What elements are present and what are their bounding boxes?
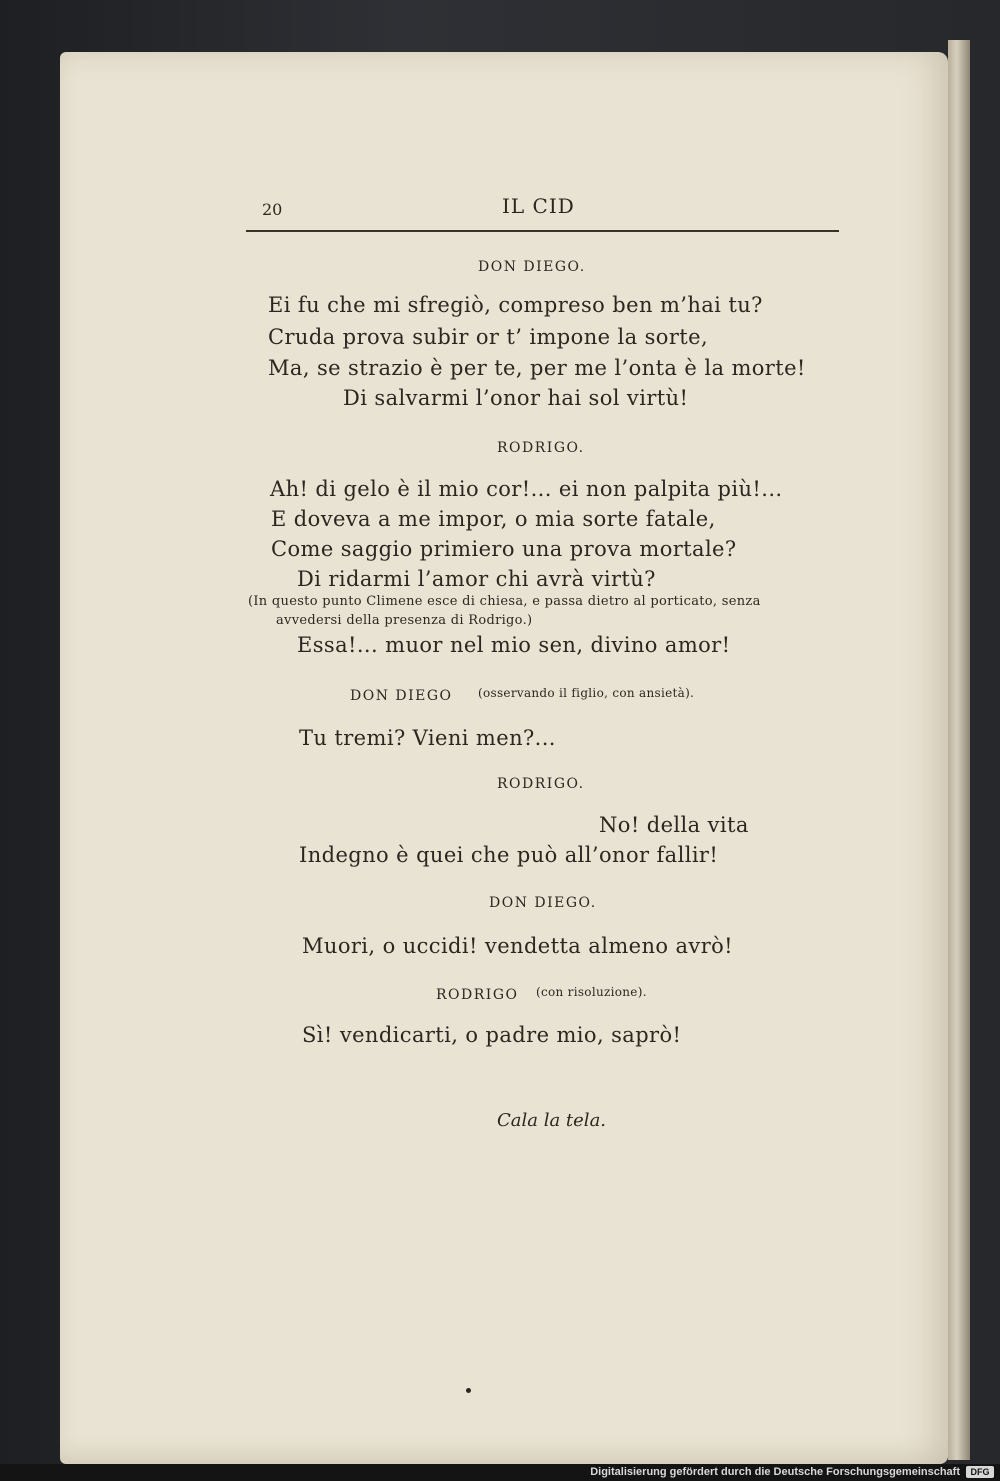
footer-credit: Digitalisierung gefördert durch die Deutsche Forschungsgemeinschaft (590, 1466, 960, 1478)
header-rule (246, 230, 839, 232)
verse-line: Di salvarmi l’onor hai sol virtù! (343, 386, 689, 410)
stage-direction: (In questo punto Climene esce di chiesa, e passa dietro al porticato, senza (248, 594, 761, 609)
verse-line: Ei fu che mi sfregiò, compreso ben m’hai tu? (268, 293, 763, 317)
verse-line: Tu tremi? Vieni men?... (299, 726, 556, 750)
stage-direction: (con risoluzione). (536, 985, 647, 999)
verse-line: Sì! vendicarti, o padre mio, saprò! (302, 1023, 682, 1047)
printer-mark (466, 1388, 471, 1393)
verse-line: Ah! di gelo è il mio cor!... ei non palpita più!... (270, 477, 783, 501)
verse-line: Muori, o uccidi! vendetta almeno avrò! (302, 934, 734, 958)
closing-direction: Cala la tela. (497, 1110, 607, 1131)
verse-line: Come saggio primiero una prova mortale? (271, 537, 737, 561)
speaker-don-diego: DON DIEGO. (489, 895, 597, 911)
running-head-title: IL CID (502, 194, 575, 218)
page-edge (948, 40, 970, 1460)
speaker-don-diego: DON DIEGO. (478, 259, 586, 275)
verse-line: Cruda prova subir or t’ impone la sorte, (268, 325, 709, 349)
stage-direction: avvedersi della presenza di Rodrigo.) (276, 613, 533, 628)
verse-line: Ma, se strazio è per te, per me l’onta è la morte! (268, 356, 806, 380)
verse-line: Indegno è quei che può all’onor fallir! (299, 843, 719, 867)
verse-line: Di ridarmi l’amor chi avrà virtù? (297, 567, 656, 591)
page-number: 20 (262, 200, 283, 219)
dfg-logo: DFG (966, 1466, 994, 1478)
speaker-rodrigo: RODRIGO. (497, 440, 585, 456)
speaker-rodrigo: RODRIGO (436, 987, 519, 1003)
speaker-rodrigo: RODRIGO. (497, 776, 585, 792)
verse-line: E doveva a me impor, o mia sorte fatale, (271, 507, 716, 531)
stage-direction: (osservando il figlio, con ansietà). (478, 686, 695, 700)
verse-line: Essa!... muor nel mio sen, divino amor! (297, 633, 731, 657)
speaker-don-diego: DON DIEGO (350, 688, 453, 704)
verse-line: No! della vita (599, 813, 749, 837)
